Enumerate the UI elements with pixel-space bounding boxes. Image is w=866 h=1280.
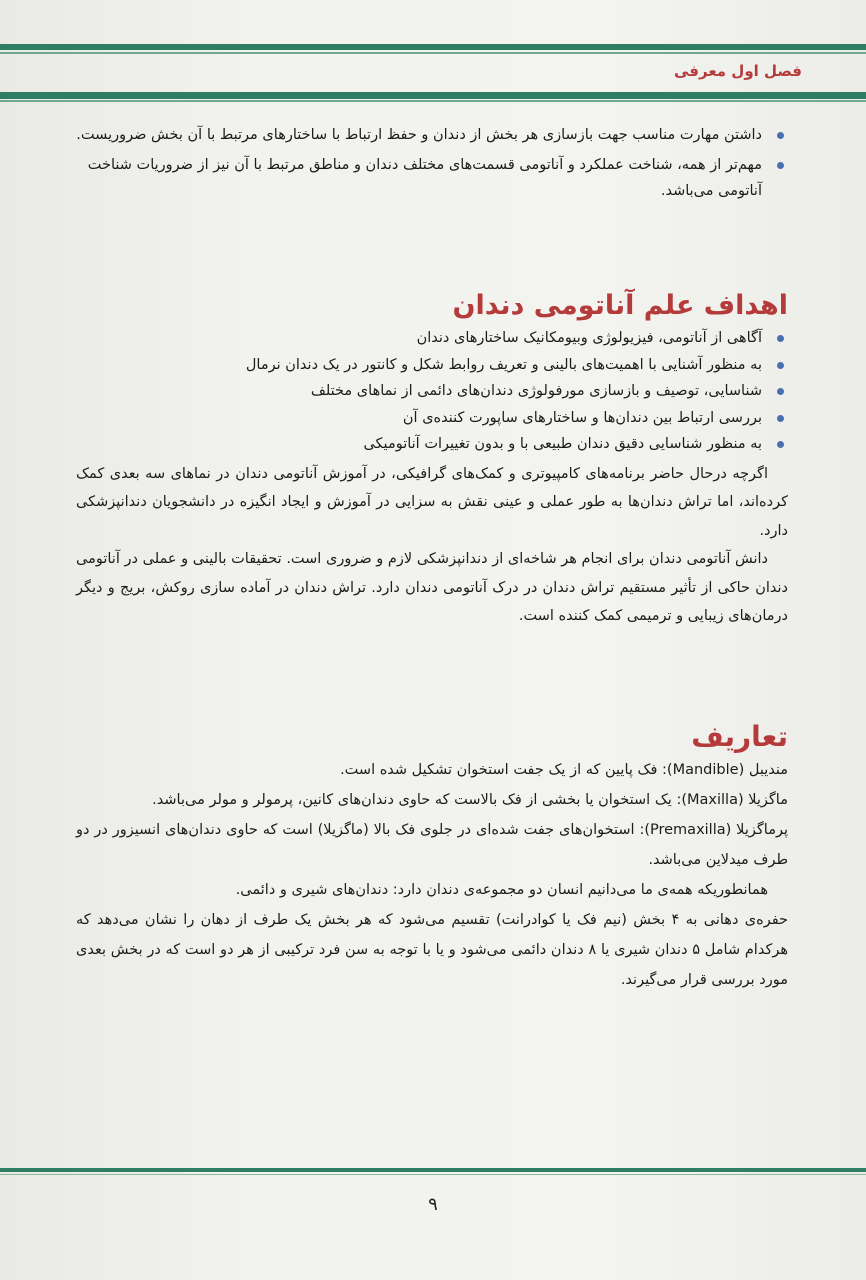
footer-rule-thin	[0, 1174, 866, 1175]
quadrants-text: حفره‌ی دهانی به ۴ بخش (نیم فک یا کوادرانت) تقسیم می‌شود که هر بخش یک طرف از دهان را نشان می‌دهد که هرکدام شامل ۵ دندان شیری یا ۸ دندان دائمی می‌شود و یا با توجه به سن فرد ترکیبی از هر دو است که در بخش بعدی مورد بررسی قرار می‌گیرند.	[76, 912, 788, 988]
goal-item: بررسی ارتباط بین دندان‌ها و ساختارهای ساپورت کننده‌ی آن	[76, 405, 788, 432]
definitions-section	[76, 720, 788, 995]
intro-bullet: داشتن مهارت مناسب جهت بازسازی هر بخش از دندان و حفظ ارتباط با ساختارهای مرتبط با آن بخش ضروریست.	[76, 122, 788, 148]
definition-maxilla: ماگزیلا (Maxilla): یک استخوان یا بخشی از فک بالاست که حاوی دندان‌های کانین، پرمولر و مولر می‌باشد.	[152, 792, 788, 808]
chapter-title: فصل اول معرفی	[674, 62, 802, 80]
goals-paragraph-1: اگرچه درحال حاضر برنامه‌های کامپیوتری و کمک‌های گرافیکی، در آموزش آناتومی دندان در نماهای سه بعدی کمک کرده‌اند، اما تراش دندان‌ها به طور عملی و عینی نقش به سزایی در آموزش و ایجاد انگیزه در دانشجویان دندانپزشکی دارد.	[76, 465, 788, 539]
goal-item: به منظور آشنایی با اهمیت‌های بالینی و تعریف روابط شکل و کانتور در یک دندان نرمال	[76, 352, 788, 379]
header-rule-top	[0, 44, 866, 50]
goal-item: به منظور شناسایی دقیق دندان طبیعی با و بدون تغییرات آناتومیکی	[76, 431, 788, 458]
goals-heading: اهداف علم آناتومی دندان	[452, 290, 788, 321]
header-rule-bottom	[0, 92, 866, 99]
footer-rule	[0, 1168, 866, 1172]
header-rule-top-thin	[0, 52, 866, 54]
goals-bullet-list	[76, 325, 788, 458]
definition-mandible: مندیبل (Mandible): فک پایین که از یک جفت استخوان تشکیل شده است.	[340, 762, 788, 778]
goals-paragraph-2: دانش آناتومی دندان برای انجام هر شاخه‌ای از دندانپزشکی لازم و ضروری است. تحقیقات بالینی و عملی در آناتومی دندان حاکی از تأثیر مستقیم تراش دندان در درک آناتومی دندان دارد. تراش دندان در آماده سازی روکش، بریج و دیگر درمان‌های زیبایی و ترمیمی کمک کننده است.	[76, 551, 788, 624]
intro-bullet: مهم‌تر از همه، شناخت عملکرد و آناتومی قسمت‌های مختلف دندان و مناطق مرتبط با آن نیز از ضروریات شناخت آناتومی می‌باشد.	[76, 152, 788, 204]
goals-section	[76, 290, 788, 631]
definitions-heading: تعاریف	[691, 720, 788, 753]
definition-premaxilla: پرماگزیلا (Premaxilla): استخوان‌های جفت شده‌ای در جلوی فک بالا (ماگزیلا) است که حاوی دندان‌های انسیزور در دو طرف میدلاین می‌باشد.	[76, 822, 788, 868]
intro-section	[76, 122, 788, 204]
goal-item: شناسایی، توصیف و بازسازی مورفولوژی دندان‌های دائمی از نماهای مختلف	[76, 378, 788, 405]
teeth-sets-text: همانطوریکه همه‌ی ما می‌دانیم انسان دو مجموعه‌ی دندان دارد: دندان‌های شیری و دائمی.	[235, 882, 768, 898]
goal-item: آگاهی از آناتومی، فیزیولوژی وبیومکانیک ساختارهای دندان	[76, 325, 788, 352]
page-number: ۹	[428, 1194, 438, 1215]
header-rule-bottom-thin	[0, 100, 866, 102]
intro-bullet-list	[76, 122, 788, 204]
